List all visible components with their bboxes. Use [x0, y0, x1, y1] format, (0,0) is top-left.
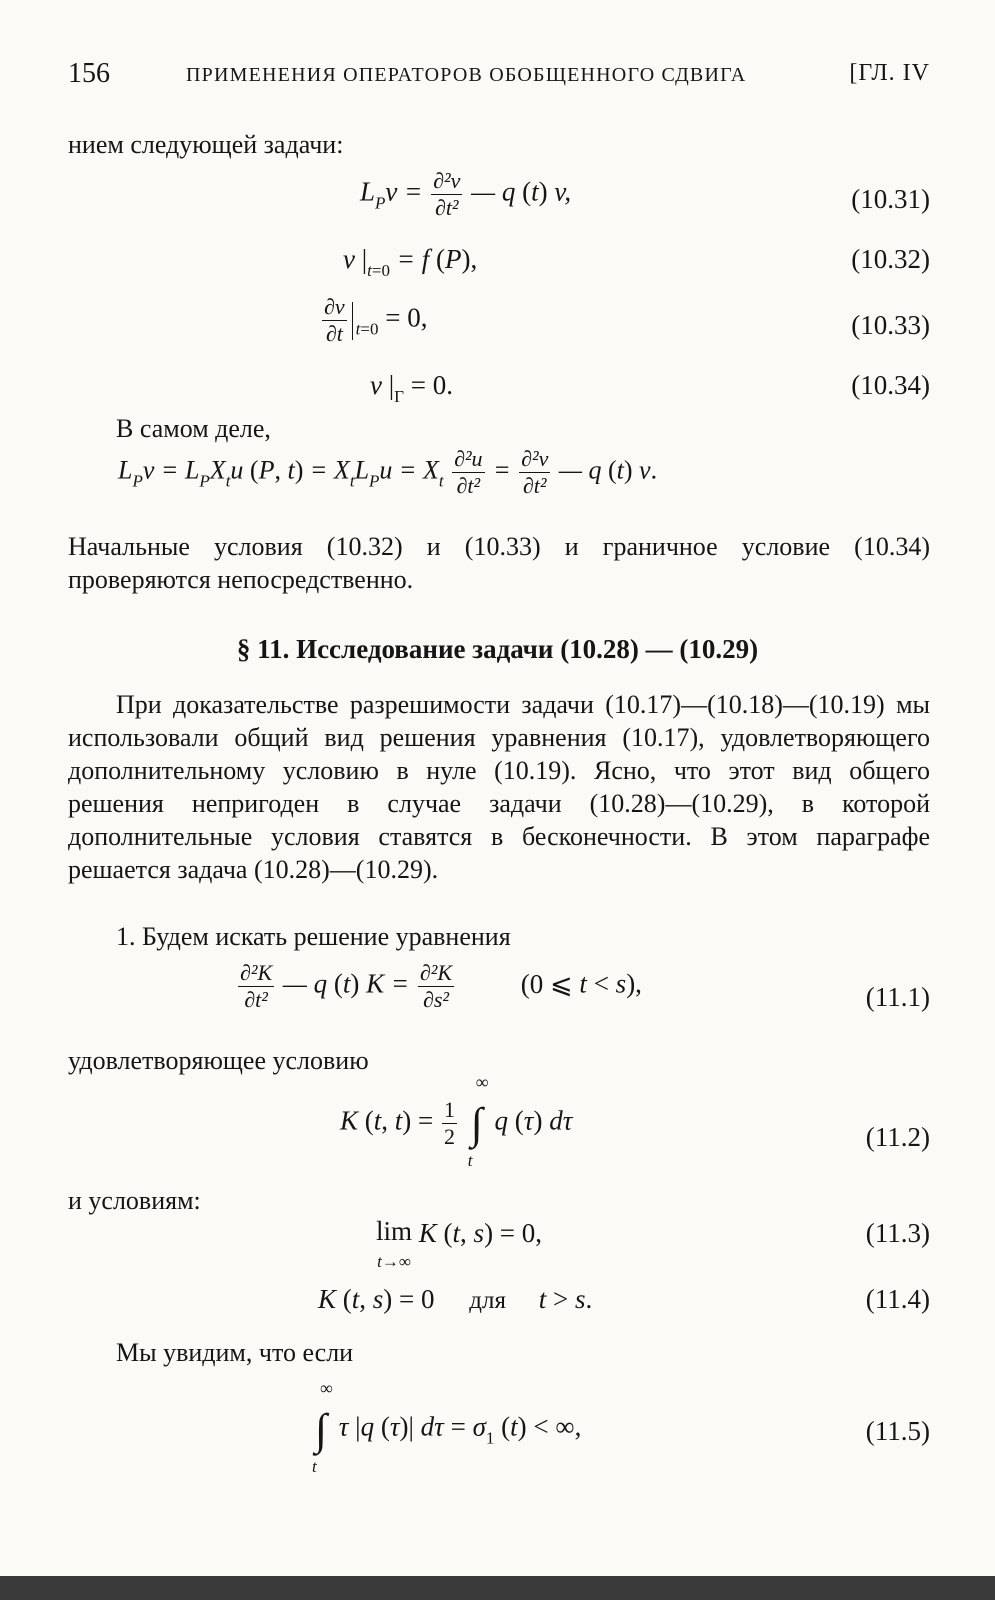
- equation-number-11-2: (11.2): [865, 1122, 930, 1152]
- equation-10-33: $\frac{\partial v}{\partial t}$ $_{t=0}$ = 0,: [324, 294, 428, 346]
- equation-10-31: $L_Pv$ = $\frac{\text{∂²v}}{\text{∂t²}}$ — q (t) v,: [360, 168, 572, 220]
- paragraph-1: При доказательстве разрешимости задачи (10.17)—(10.18)—(10.19) мы использовали общий вид решения уравнения (10.17), удовлетворяющего дополнительному условию в нуле (10.19). Ясно, что этот вид общего решения непригоден в случае задачи (10.28)—(10.29), в которой дополнительные условия ставятся в бесконечности. В этом параграфе решается задача (10.28)—(10.29).: [68, 690, 930, 884]
- equation-11-3: lim t→∞ K (t, s) = 0,: [376, 1216, 543, 1271]
- chapter-label: [ГЛ. IV: [849, 60, 930, 86]
- item-1: 1. Будем искать решение уравнения: [116, 922, 511, 951]
- section-heading: § 11. Исследование задачи (10.28) — (10.29): [236, 634, 759, 664]
- running-title: ПРИМЕНЕНИЯ ОПЕРАТОРОВ ОБОБЩЕННОГО СДВИГА: [186, 64, 747, 86]
- scan-bottom-edge: [0, 1576, 995, 1600]
- equation-number-10-34: (10.34): [851, 370, 930, 400]
- equation-11-1: $\frac{\text{∂²K}}{\text{∂t²}}$ — q (t) K = $\frac{\text{∂²K}}{\text{∂s²}}$ (0 ⩽ t < s),: [240, 960, 642, 1012]
- equation-number-11-5: (11.5): [865, 1416, 930, 1446]
- initial-conditions-text: Начальные условия (10.32) и (10.33) и граничное условие (10.34) проверяются непосредственно.: [68, 532, 930, 594]
- equation-10-34: v $|_\Gamma = 0$.: [370, 370, 453, 406]
- we-see-text: Мы увидим, что если: [116, 1338, 354, 1367]
- equation-11-4: K (t, s) = 0 для t > s.: [318, 1284, 593, 1314]
- equation-number-10-32: (10.32): [851, 244, 930, 274]
- equation-chain: $L_Pv = L_PX_tu$ (P, $t) = X_tL_Pu = X_t$ $\frac{\text{∂²u}}{\text{∂t²}}$ = $\frac{\text{∂²v}}{\text{∂t²}}$ — q (t) v.: [118, 446, 658, 498]
- indeed-text: В самом деле,: [116, 414, 271, 443]
- and-conditions-text: и условиям:: [68, 1186, 201, 1215]
- equation-10-32: v $|_{t=0} = f$ (P),: [343, 244, 478, 280]
- equation-number-11-4: (11.4): [865, 1284, 930, 1314]
- equation-11-2: K (t, t) = $\frac{1}{2}$ ∞ ∫ t q (τ) dτ: [340, 1072, 573, 1170]
- equation-number-10-31: (10.31): [851, 184, 930, 214]
- equation-number-10-33: (10.33): [851, 310, 930, 340]
- page-number: 156: [68, 58, 110, 89]
- satisfying-text: удовлетворяющее условию: [68, 1046, 369, 1075]
- page-header: [68, 58, 930, 98]
- intro-text: нием следующей задачи:: [68, 130, 344, 159]
- equation-11-5: ∞ ∫ t τ |q (τ)| $d\tau = \sigma_1$ (t) < ∞,: [312, 1378, 582, 1476]
- equation-number-11-1: (11.1): [865, 982, 930, 1012]
- equation-number-11-3: (11.3): [865, 1218, 930, 1248]
- for-word: для: [469, 1287, 506, 1314]
